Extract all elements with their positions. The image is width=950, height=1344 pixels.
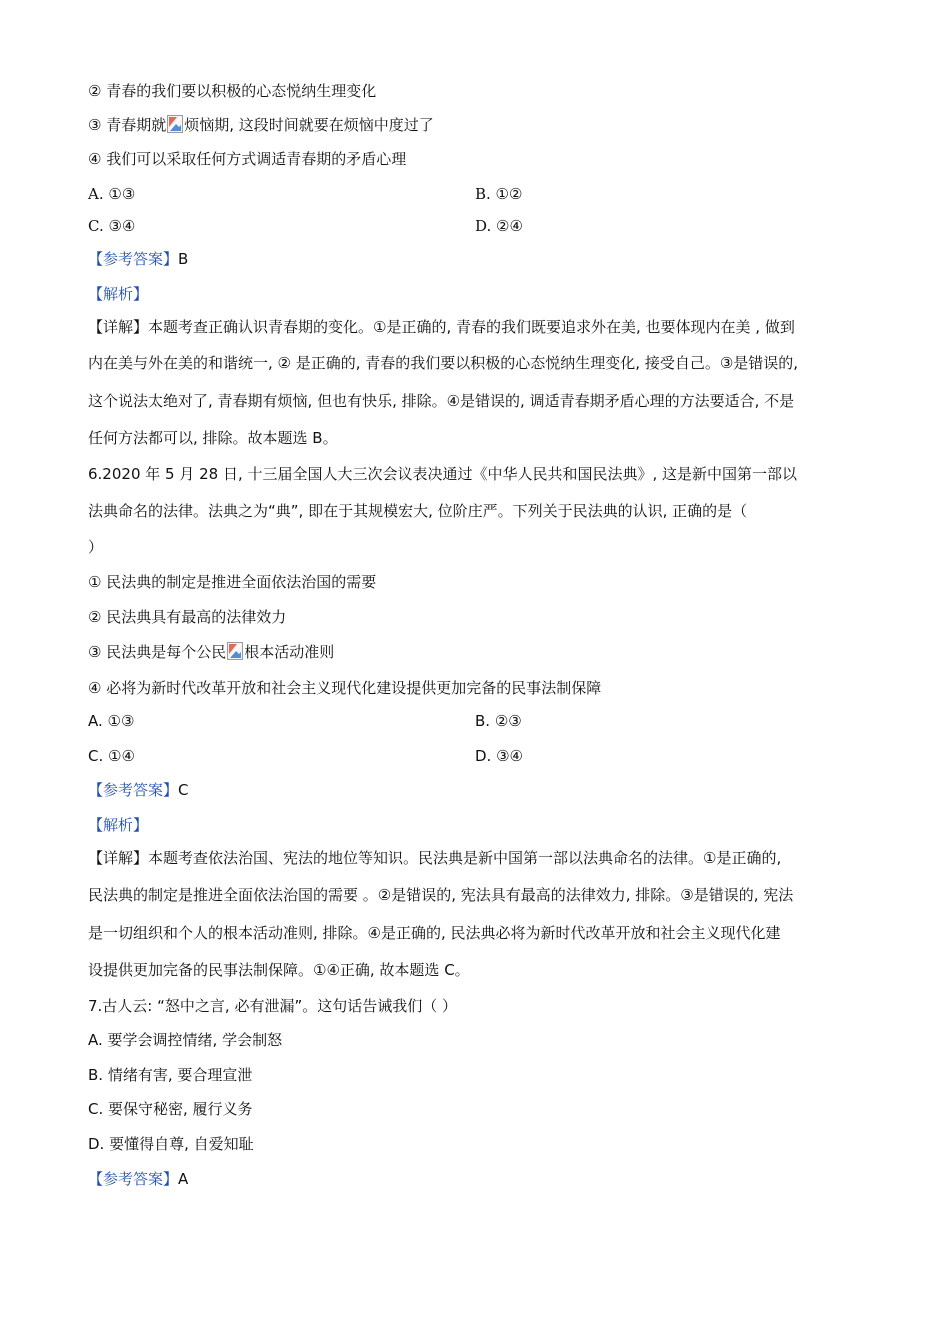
detail-text: 本题考查依法治国、宪法的地位等知识。民法典是新中国第一部以法典命名的法律。①是正确的,: [148, 849, 782, 867]
q5-choice-b: B. ①②: [475, 185, 523, 203]
answer-value: B: [178, 250, 189, 268]
q5-option-3-end: 烦恼期, 这段时间就要在烦恼中度过了: [184, 116, 434, 134]
detail-tag: 【详解】: [88, 849, 149, 867]
q6-option-3-start: ③ 民法典是每个公民: [88, 643, 227, 661]
q5-choice-c: C. ③④: [88, 217, 136, 235]
answer-value: C: [178, 781, 189, 799]
broken-image-icon: [167, 115, 183, 133]
q6-choice-b: B. ②③: [475, 712, 522, 730]
q6-option-3-end: 根本活动准则: [244, 643, 335, 661]
q7-choice-c: C. 要保守秘密, 履行义务: [88, 1100, 253, 1118]
q5-option-4: ④ 我们可以采取任何方式调适青春期的矛盾心理: [88, 150, 407, 168]
q6-stem-line-1: 6.2020 年 5 月 28 日, 十三届全国人大三次会议表决通过《中华人民共和国民法典》, 这是新中国第一部以: [88, 465, 798, 483]
q5-option-3: [88, 115, 434, 135]
q6-option-1: ① 民法典的制定是推进全面依法治国的需要: [88, 573, 377, 591]
q5-choice-a: A. ①③: [88, 185, 136, 203]
q5-detail-line-4: 任何方法都可以, 排除。故本题选 B。: [88, 429, 338, 447]
q6-choice-a: A. ①③: [88, 712, 135, 730]
q5-choice-d: D. ②④: [475, 217, 523, 235]
q6-option-4: ④ 必将为新时代改革开放和社会主义现代化建设提供更加完备的民事法制保障: [88, 679, 602, 697]
q6-choice-d: D. ③④: [475, 747, 523, 765]
answer-value: A: [178, 1170, 189, 1188]
q6-stem-line-2: 法典命名的法律。法典之为“典”, 即在于其规模宏大, 位阶庄严。下列关于民法典的认识, 正确的是（: [88, 502, 748, 520]
q6-stem-line-3: ）: [88, 538, 104, 556]
q5-answer: [88, 249, 188, 269]
q6-option-3: [88, 642, 334, 662]
q6-option-2: ② 民法典具有最高的法律效力: [88, 608, 287, 626]
q6-choice-c: C. ①④: [88, 747, 135, 765]
q6-answer: [88, 780, 189, 800]
q7-stem: 7.古人云: “怒中之言, 必有泄漏”。这句话告诫我们（ ）: [88, 997, 457, 1015]
q6-detail-line-1: [88, 848, 781, 868]
answer-tag: 【参考答案】: [88, 250, 179, 268]
q7-answer: [88, 1169, 188, 1189]
q5-option-3-start: ③ 青春期就: [88, 116, 167, 134]
q5-option-2: ② 青春的我们要以积极的心态悦纳生理变化: [88, 82, 377, 100]
q6-detail-line-3: 是一切组织和个人的根本活动准则, 排除。④是正确的, 民法典必将为新时代改革开放和社会主义现代化建: [88, 924, 781, 942]
q6-analysis-tag: 【解析】: [88, 816, 149, 834]
q5-detail-line-3: 这个说法太绝对了, 青春期有烦恼, 但也有快乐, 排除。④是错误的, 调适青春期矛盾心理的方法要适合, 不是: [88, 392, 795, 410]
q6-detail-line-2: 民法典的制定是推进全面依法治国的需要 。②是错误的, 宪法具有最高的法律效力, 排除。③是错误的, 宪法: [88, 886, 794, 904]
q5-detail-line-1: [88, 317, 795, 337]
answer-tag: 【参考答案】: [88, 781, 179, 799]
broken-image-icon: [227, 642, 243, 660]
q5-detail-line-2: 内在美与外在美的和谐统一, ② 是正确的, 青春的我们要以积极的心态悦纳生理变化, 接受自己。③是错误的,: [88, 354, 799, 372]
q5-analysis-tag: 【解析】: [88, 285, 149, 303]
answer-tag: 【参考答案】: [88, 1170, 179, 1188]
detail-tag: 【详解】: [88, 318, 149, 336]
q6-detail-line-4: 设提供更加完备的民事法制保障。①④正确, 故本题选 C。: [88, 961, 470, 979]
q7-choice-a: A. 要学会调控情绪, 学会制怒: [88, 1031, 283, 1049]
q7-choice-b: B. 情绪有害, 要合理宣泄: [88, 1066, 253, 1084]
detail-text: 本题考查正确认识青春期的变化。①是正确的, 青春的我们既要追求外在美, 也要体现内在美 , 做到: [148, 318, 795, 336]
q7-choice-d: D. 要懂得自尊, 自爱知耻: [88, 1135, 254, 1153]
